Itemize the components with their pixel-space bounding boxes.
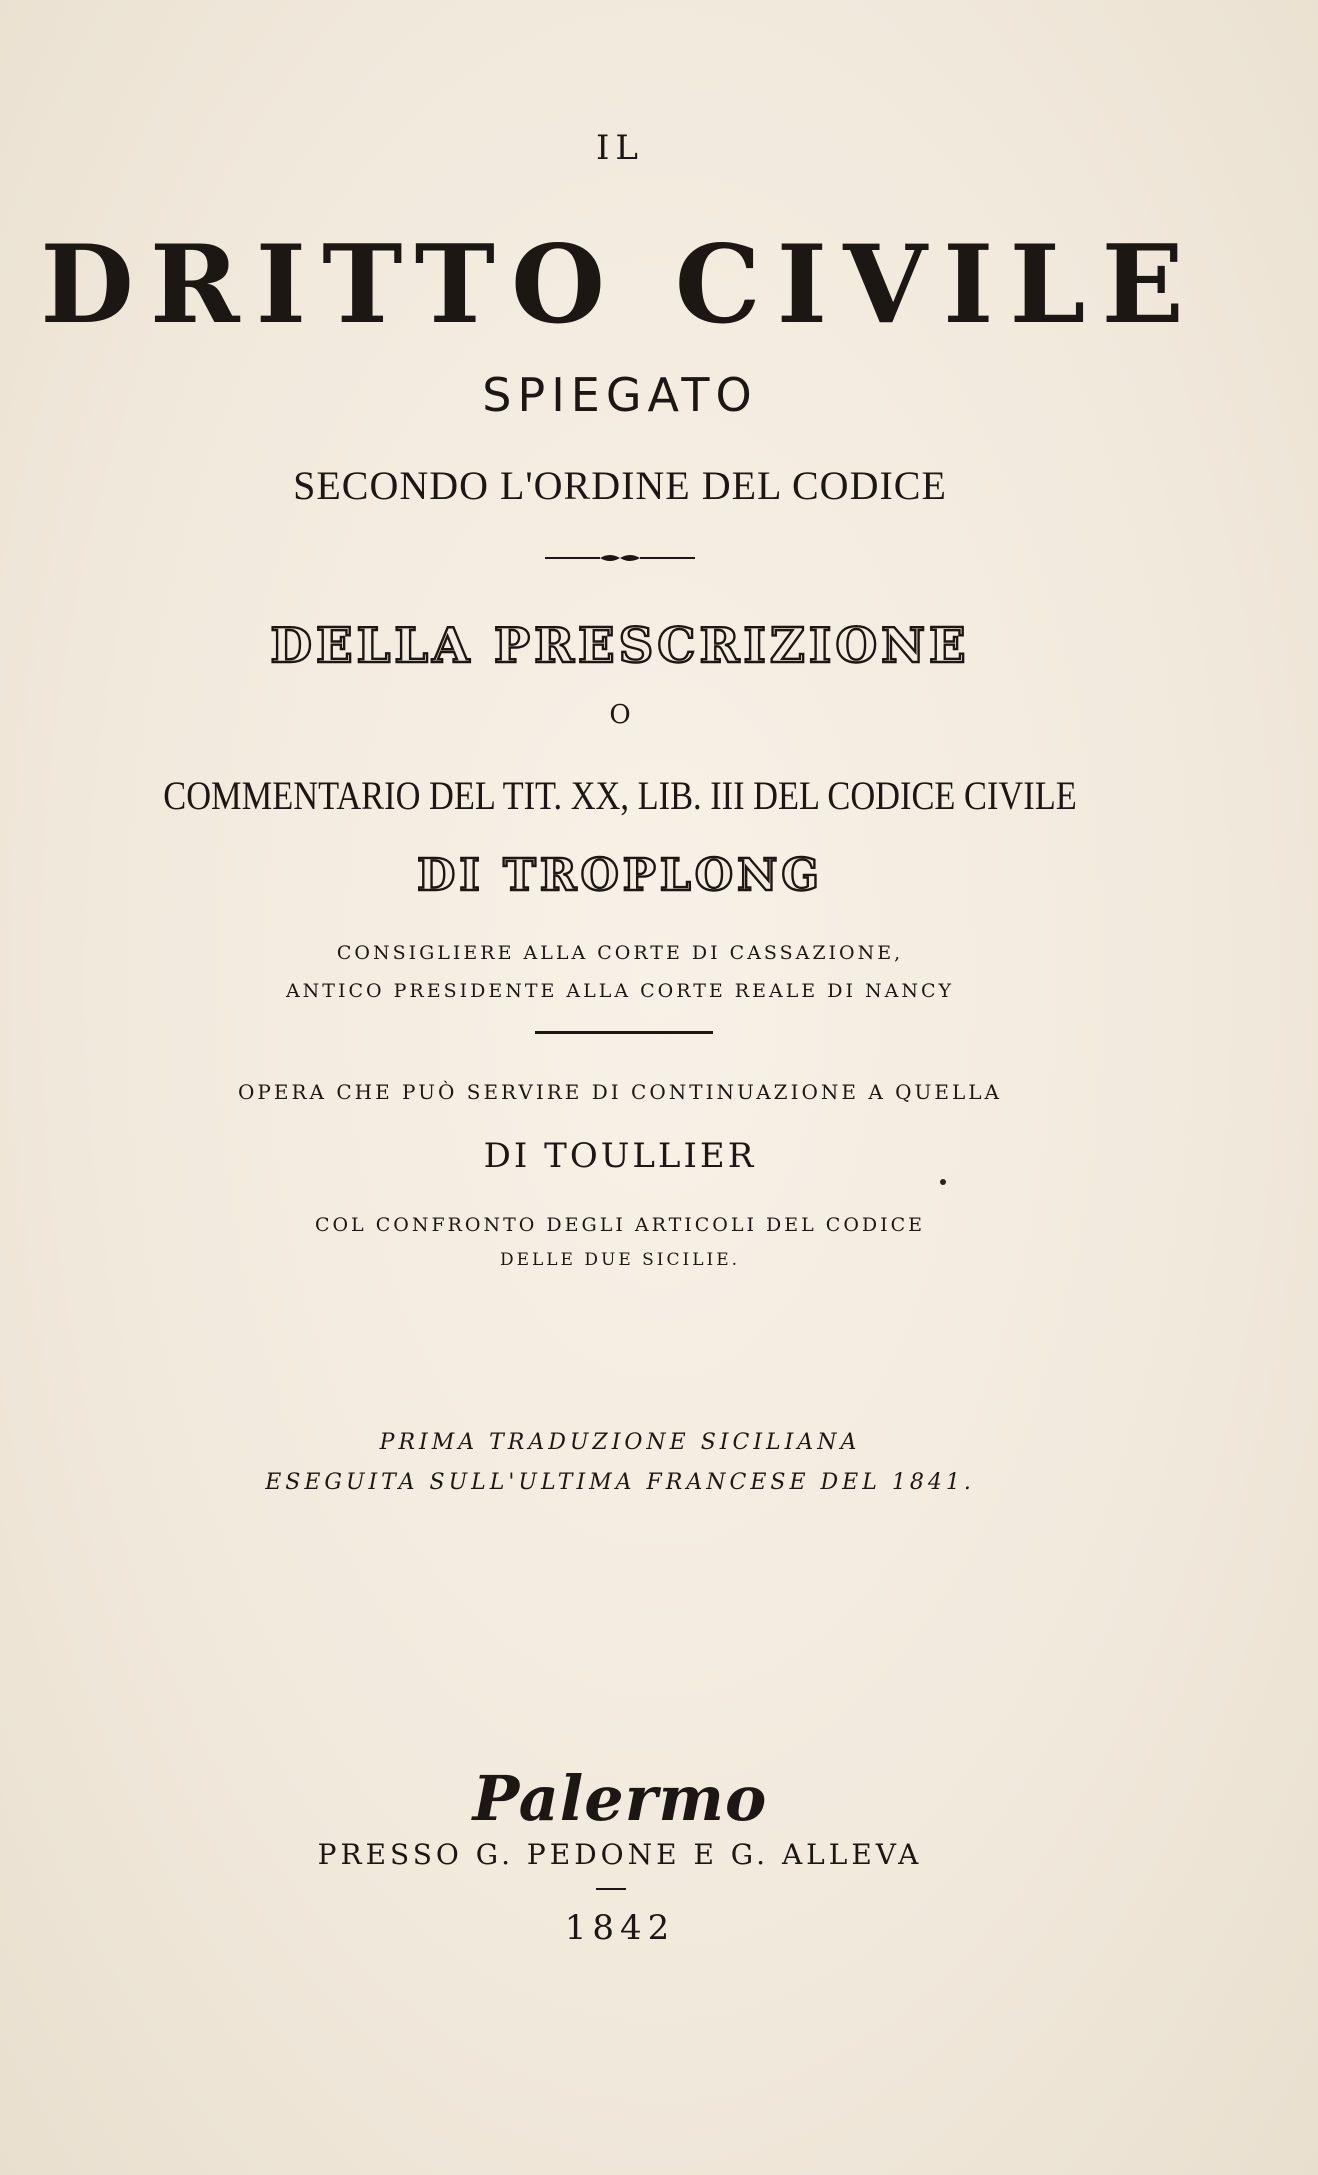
- imprint-rule: [596, 1888, 626, 1890]
- imprint-city: Palermo: [472, 1762, 768, 1835]
- subtitle-secondo: SECONDO L'ORDINE DEL CODICE: [293, 463, 947, 508]
- ornament-divider: [545, 551, 695, 565]
- comparison-note-2: DELLE DUE SICILIE.: [499, 1250, 741, 1270]
- conjunction-o: O: [609, 700, 631, 730]
- translation-note-2: ESEGUITA SULL'ULTIMA FRANCESE DEL 1841.: [265, 1470, 975, 1495]
- continuation-note: OPERA CHE PUÒ SERVIRE DI CONTINUAZIONE A QUELLA: [238, 1080, 1002, 1104]
- ink-speck: [940, 1179, 946, 1185]
- author-title-2: ANTICO PRESIDENTE ALLA CORTE REALE DI NANCY: [285, 980, 955, 1002]
- title-prefix: IL: [595, 128, 644, 168]
- translation-note-1: PRIMA TRADUZIONE SICILIANA: [379, 1430, 861, 1455]
- author-title-1: CONSIGLIERE ALLA CORTE DI CASSAZIONE,: [336, 942, 904, 964]
- subtitle-spiegato: SPIEGATO: [482, 368, 758, 422]
- divider-rule: [535, 1031, 713, 1034]
- imprint-publisher: PRESSO G. PEDONE E G. ALLEVA: [317, 1838, 923, 1871]
- main-title: DRITTO CIVILE: [40, 222, 1200, 348]
- author-name: DI TROPLONG: [417, 850, 823, 901]
- section-title: DELLA PRESCRIZIONE: [270, 618, 970, 674]
- toullier-line: DI TOULLIER: [483, 1136, 757, 1176]
- comparison-note-1: COL CONFRONTO DEGLI ARTICOLI DEL CODICE: [314, 1214, 926, 1236]
- imprint-year: 1842: [564, 1908, 676, 1948]
- commentary-line: COMMENTARIO DEL TIT. XX, LIB. III DEL CODICE CIVILE: [163, 773, 1077, 818]
